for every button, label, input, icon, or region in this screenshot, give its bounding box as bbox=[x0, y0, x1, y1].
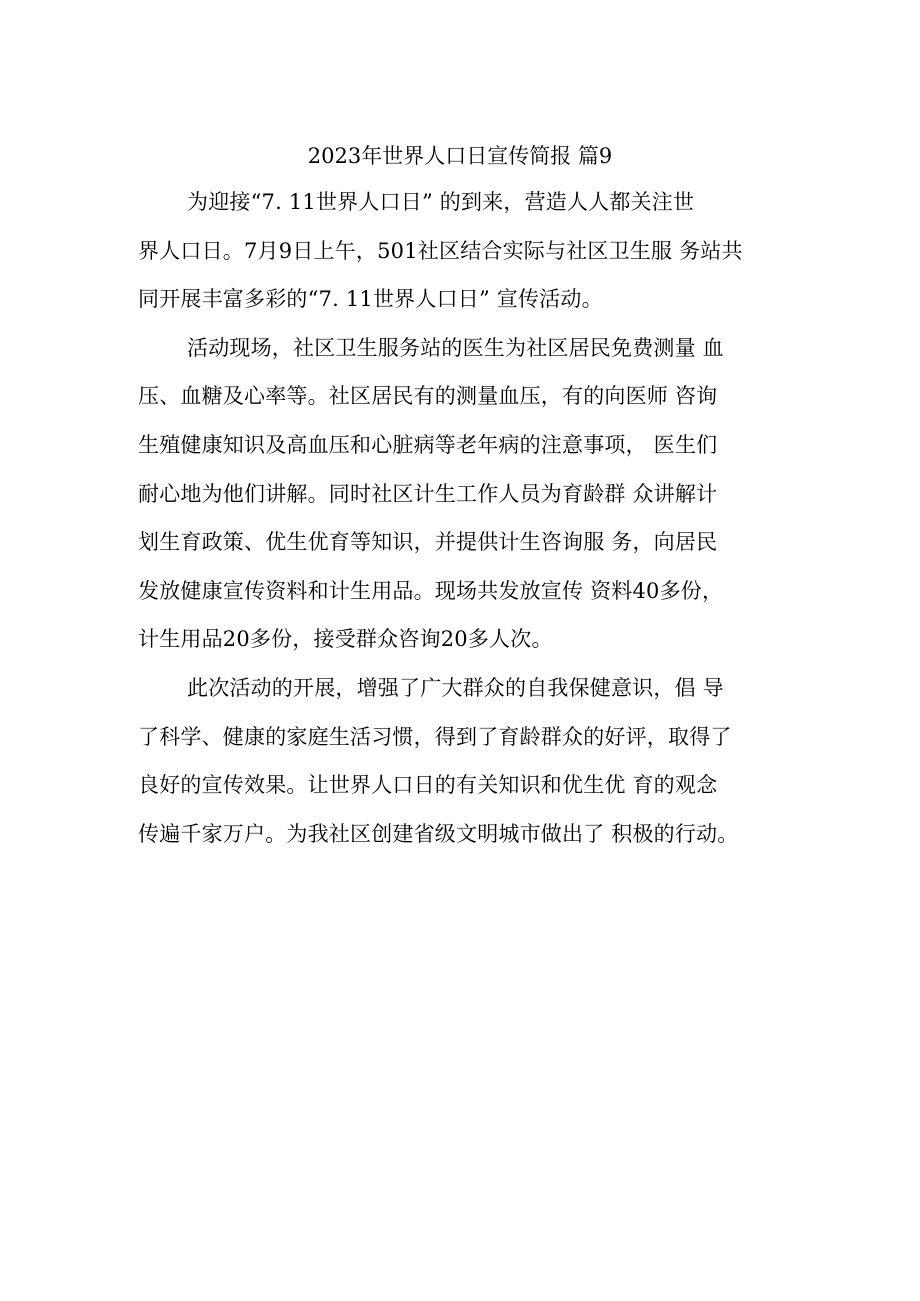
paragraph-line: 了科学、健康的家庭生活习惯，得到了育龄群众的好评，取得了 bbox=[138, 724, 732, 749]
paragraph-line: 为迎接“7. 11世界人口日” 的到来，营造人人都关注世 bbox=[187, 190, 695, 214]
paragraph-line: 划生育政策、优生优育等知识，并提供计生咨询服 务，向居民 bbox=[138, 530, 718, 555]
paragraph-line: 界人口日。7月9日上午，501社区结合实际与社区卫生服 务站共 bbox=[138, 238, 743, 263]
paragraph-2 bbox=[138, 324, 798, 664]
paragraph-line: 传遍千家万户。为我社区创建省级文明城市做出了 积极的行动。 bbox=[138, 821, 739, 846]
document-body bbox=[138, 178, 798, 858]
paragraph-line: 压、血糖及心率等。社区居民有的测量血压，有的向医师 咨询 bbox=[138, 384, 718, 409]
paragraph-1 bbox=[138, 178, 798, 324]
document-title: 2023年世界人口日宣传简报 篇9 bbox=[307, 144, 613, 168]
paragraph-line: 发放健康宣传资料和计生用品。现场共发放宣传 资料40多份， bbox=[138, 578, 724, 603]
paragraph-line: 生殖健康知识及高血压和心脏病等老年病的注意事项， 医生们 bbox=[138, 432, 718, 457]
paragraph-line: 计生用品20多份，接受群众咨询20多人次。 bbox=[138, 627, 553, 652]
paragraph-line: 此次活动的开展，增强了广大群众的自我保健意识，倡 导 bbox=[187, 675, 724, 700]
paragraph-line: 同开展丰富多彩的“7. 11世界人口日” 宣传活动。 bbox=[138, 287, 603, 312]
paragraph-3 bbox=[138, 664, 798, 858]
paragraph-line: 活动现场，社区卫生服务站的医生为社区居民免费测量 血 bbox=[187, 335, 724, 360]
paragraph-line: 良好的宣传效果。让世界人口日的有关知识和优生优 育的观念 bbox=[138, 773, 718, 798]
paragraph-line: 耐心地为他们讲解。同时社区计生工作人员为育龄群 众讲解计 bbox=[138, 481, 718, 506]
